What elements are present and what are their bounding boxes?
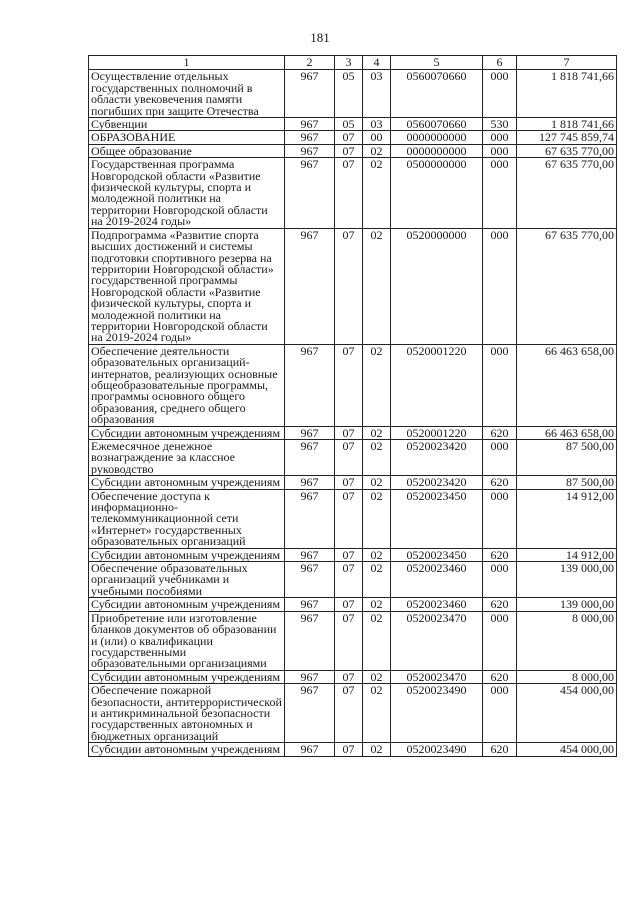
target-article-cell: 0500000000 (391, 158, 483, 228)
amount-cell: 127 745 859,74 (517, 131, 617, 144)
table-row (89, 158, 617, 228)
expense-type-cell: 620 (483, 476, 517, 489)
subsection-code-cell: 02 (363, 158, 391, 228)
section-code-cell: 07 (335, 131, 363, 144)
section-code-cell: 07 (335, 426, 363, 439)
amount-cell: 454 000,00 (517, 743, 617, 756)
ministry-code-cell: 967 (285, 562, 335, 598)
table-row (89, 489, 617, 548)
table-row (89, 598, 617, 611)
row-name-cell: Субсидии автономным учреждениям (89, 426, 285, 439)
section-code-cell: 07 (335, 344, 363, 426)
section-code-cell: 07 (335, 611, 363, 670)
row-name-cell: Подпрограмма «Развитие спорта высших достижений и системы подготовки спортивного резерва на территории Новгородской области» государственной программы Новгородской области «Развитие физической культуры, спорта и молодежной политики на территории Новгородской области на 2019-2024 годы» (89, 228, 285, 344)
expense-type-cell: 000 (483, 344, 517, 426)
subsection-code-cell: 02 (363, 611, 391, 670)
target-article-cell: 0520023470 (391, 611, 483, 670)
amount-cell: 1 818 741,66 (517, 118, 617, 131)
subsection-code-cell: 02 (363, 144, 391, 157)
expense-type-cell: 000 (483, 611, 517, 670)
section-code-cell: 07 (335, 158, 363, 228)
amount-cell: 87 500,00 (517, 440, 617, 476)
subsection-code-cell: 02 (363, 743, 391, 756)
target-article-cell: 0560070660 (391, 118, 483, 131)
row-name-cell: Общее образование (89, 144, 285, 157)
table-row (89, 611, 617, 670)
target-article-cell: 0520023470 (391, 670, 483, 683)
table-row (89, 684, 617, 743)
ministry-code-cell: 967 (285, 684, 335, 743)
amount-cell: 139 000,00 (517, 562, 617, 598)
expense-type-cell: 000 (483, 440, 517, 476)
section-code-cell: 07 (335, 489, 363, 548)
amount-cell: 14 912,00 (517, 548, 617, 561)
target-article-cell: 0520001220 (391, 426, 483, 439)
section-code-cell: 07 (335, 670, 363, 683)
row-name-cell: Обеспечение образовательных организаций учебниками и учебными пособиями (89, 562, 285, 598)
table-row (89, 670, 617, 683)
expense-type-cell: 000 (483, 562, 517, 598)
subsection-code-cell: 02 (363, 228, 391, 344)
row-name-cell: Субсидии автономным учреждениям (89, 598, 285, 611)
row-name-cell: Субвенции (89, 118, 285, 131)
amount-cell: 14 912,00 (517, 489, 617, 548)
amount-cell: 87 500,00 (517, 476, 617, 489)
expense-type-cell: 000 (483, 131, 517, 144)
row-name-cell: Субсидии автономным учреждениям (89, 670, 285, 683)
table-row (89, 228, 617, 344)
ministry-code-cell: 967 (285, 548, 335, 561)
expense-type-cell: 000 (483, 158, 517, 228)
subsection-code-cell: 00 (363, 131, 391, 144)
target-article-cell: 0560070660 (391, 70, 483, 118)
table-row (89, 562, 617, 598)
budget-table (88, 55, 617, 757)
amount-cell: 139 000,00 (517, 598, 617, 611)
ministry-code-cell: 967 (285, 131, 335, 144)
expense-type-cell: 620 (483, 548, 517, 561)
ministry-code-cell: 967 (285, 426, 335, 439)
subsection-code-cell: 02 (363, 598, 391, 611)
table-row (89, 344, 617, 426)
amount-cell: 8 000,00 (517, 611, 617, 670)
ministry-code-cell: 967 (285, 118, 335, 131)
row-name-cell: Осуществление отдельных государственных полномочий в области увековечения памяти погибших при защите Отечества (89, 70, 285, 118)
column-header: 2 (285, 56, 335, 70)
amount-cell: 66 463 658,00 (517, 426, 617, 439)
section-code-cell: 07 (335, 440, 363, 476)
column-header: 6 (483, 56, 517, 70)
expense-type-cell: 620 (483, 743, 517, 756)
ministry-code-cell: 967 (285, 228, 335, 344)
target-article-cell: 0520023490 (391, 743, 483, 756)
column-header: 7 (517, 56, 617, 70)
section-code-cell: 07 (335, 684, 363, 743)
target-article-cell: 0520000000 (391, 228, 483, 344)
expense-type-cell: 000 (483, 228, 517, 344)
section-code-cell: 07 (335, 598, 363, 611)
target-article-cell: 0520023420 (391, 440, 483, 476)
target-article-cell: 0520023420 (391, 476, 483, 489)
target-article-cell: 0520023460 (391, 562, 483, 598)
table-row (89, 118, 617, 131)
row-name-cell: Ежемесячное денежное вознаграждение за классное руководство (89, 440, 285, 476)
target-article-cell: 0000000000 (391, 131, 483, 144)
expense-type-cell: 620 (483, 426, 517, 439)
ministry-code-cell: 967 (285, 598, 335, 611)
row-name-cell: Обеспечение пожарной безопасности, антитеррористической и антикриминальной безопасности государственных автономных и бюджетных организаций (89, 684, 285, 743)
subsection-code-cell: 02 (363, 489, 391, 548)
row-name-cell: Обеспечение доступа к информационно-телекоммуникационной сети «Интернет» государственных образовательных организаций (89, 489, 285, 548)
ministry-code-cell: 967 (285, 489, 335, 548)
section-code-cell: 07 (335, 743, 363, 756)
column-number-row (89, 56, 617, 70)
row-name-cell: Субсидии автономным учреждениям (89, 476, 285, 489)
table-row (89, 548, 617, 561)
subsection-code-cell: 03 (363, 118, 391, 131)
table-row (89, 743, 617, 756)
page-number: 181 (310, 30, 330, 45)
ministry-code-cell: 967 (285, 344, 335, 426)
subsection-code-cell: 02 (363, 684, 391, 743)
target-article-cell: 0520023450 (391, 548, 483, 561)
row-name-cell: Субсидии автономным учреждениям (89, 743, 285, 756)
subsection-code-cell: 02 (363, 426, 391, 439)
table-row (89, 426, 617, 439)
expense-type-cell: 620 (483, 598, 517, 611)
expense-type-cell: 530 (483, 118, 517, 131)
row-name-cell: Обеспечение деятельности образовательных организаций-интернатов, реализующих основные общеобразовательные программы, программы основного общего образования, среднего общего образования (89, 344, 285, 426)
amount-cell: 67 635 770,00 (517, 228, 617, 344)
table-row (89, 476, 617, 489)
ministry-code-cell: 967 (285, 144, 335, 157)
table-body (89, 70, 617, 756)
amount-cell: 454 000,00 (517, 684, 617, 743)
subsection-code-cell: 02 (363, 476, 391, 489)
table-row (89, 440, 617, 476)
expense-type-cell: 000 (483, 684, 517, 743)
subsection-code-cell: 02 (363, 440, 391, 476)
target-article-cell: 0520001220 (391, 344, 483, 426)
subsection-code-cell: 02 (363, 562, 391, 598)
table-row (89, 70, 617, 118)
row-name-cell: Приобретение или изготовление бланков документов об образовании и (или) о квалификации государственными образовательными организациями (89, 611, 285, 670)
section-code-cell: 05 (335, 118, 363, 131)
target-article-cell: 0520023450 (391, 489, 483, 548)
amount-cell: 67 635 770,00 (517, 158, 617, 228)
row-name-cell: Государственная программа Новгородской области «Развитие физической культуры, спорта и молодежной политики на территории Новгородской области на 2019-2024 годы» (89, 158, 285, 228)
section-code-cell: 07 (335, 562, 363, 598)
subsection-code-cell: 02 (363, 670, 391, 683)
ministry-code-cell: 967 (285, 611, 335, 670)
row-name-cell: Субсидии автономным учреждениям (89, 548, 285, 561)
amount-cell: 67 635 770,00 (517, 144, 617, 157)
row-name-cell: ОБРАЗОВАНИЕ (89, 131, 285, 144)
section-code-cell: 07 (335, 228, 363, 344)
ministry-code-cell: 967 (285, 743, 335, 756)
expense-type-cell: 000 (483, 144, 517, 157)
column-header: 3 (335, 56, 363, 70)
column-header: 4 (363, 56, 391, 70)
expense-type-cell: 000 (483, 70, 517, 118)
column-header: 1 (89, 56, 285, 70)
ministry-code-cell: 967 (285, 440, 335, 476)
ministry-code-cell: 967 (285, 476, 335, 489)
ministry-code-cell: 967 (285, 670, 335, 683)
section-code-cell: 07 (335, 144, 363, 157)
table-row (89, 131, 617, 144)
table-row (89, 144, 617, 157)
column-header: 5 (391, 56, 483, 70)
amount-cell: 1 818 741,66 (517, 70, 617, 118)
subsection-code-cell: 03 (363, 70, 391, 118)
subsection-code-cell: 02 (363, 548, 391, 561)
section-code-cell: 07 (335, 476, 363, 489)
section-code-cell: 05 (335, 70, 363, 118)
target-article-cell: 0000000000 (391, 144, 483, 157)
target-article-cell: 0520023460 (391, 598, 483, 611)
ministry-code-cell: 967 (285, 70, 335, 118)
subsection-code-cell: 02 (363, 344, 391, 426)
expense-type-cell: 000 (483, 489, 517, 548)
amount-cell: 66 463 658,00 (517, 344, 617, 426)
ministry-code-cell: 967 (285, 158, 335, 228)
expense-type-cell: 620 (483, 670, 517, 683)
section-code-cell: 07 (335, 548, 363, 561)
target-article-cell: 0520023490 (391, 684, 483, 743)
amount-cell: 8 000,00 (517, 670, 617, 683)
